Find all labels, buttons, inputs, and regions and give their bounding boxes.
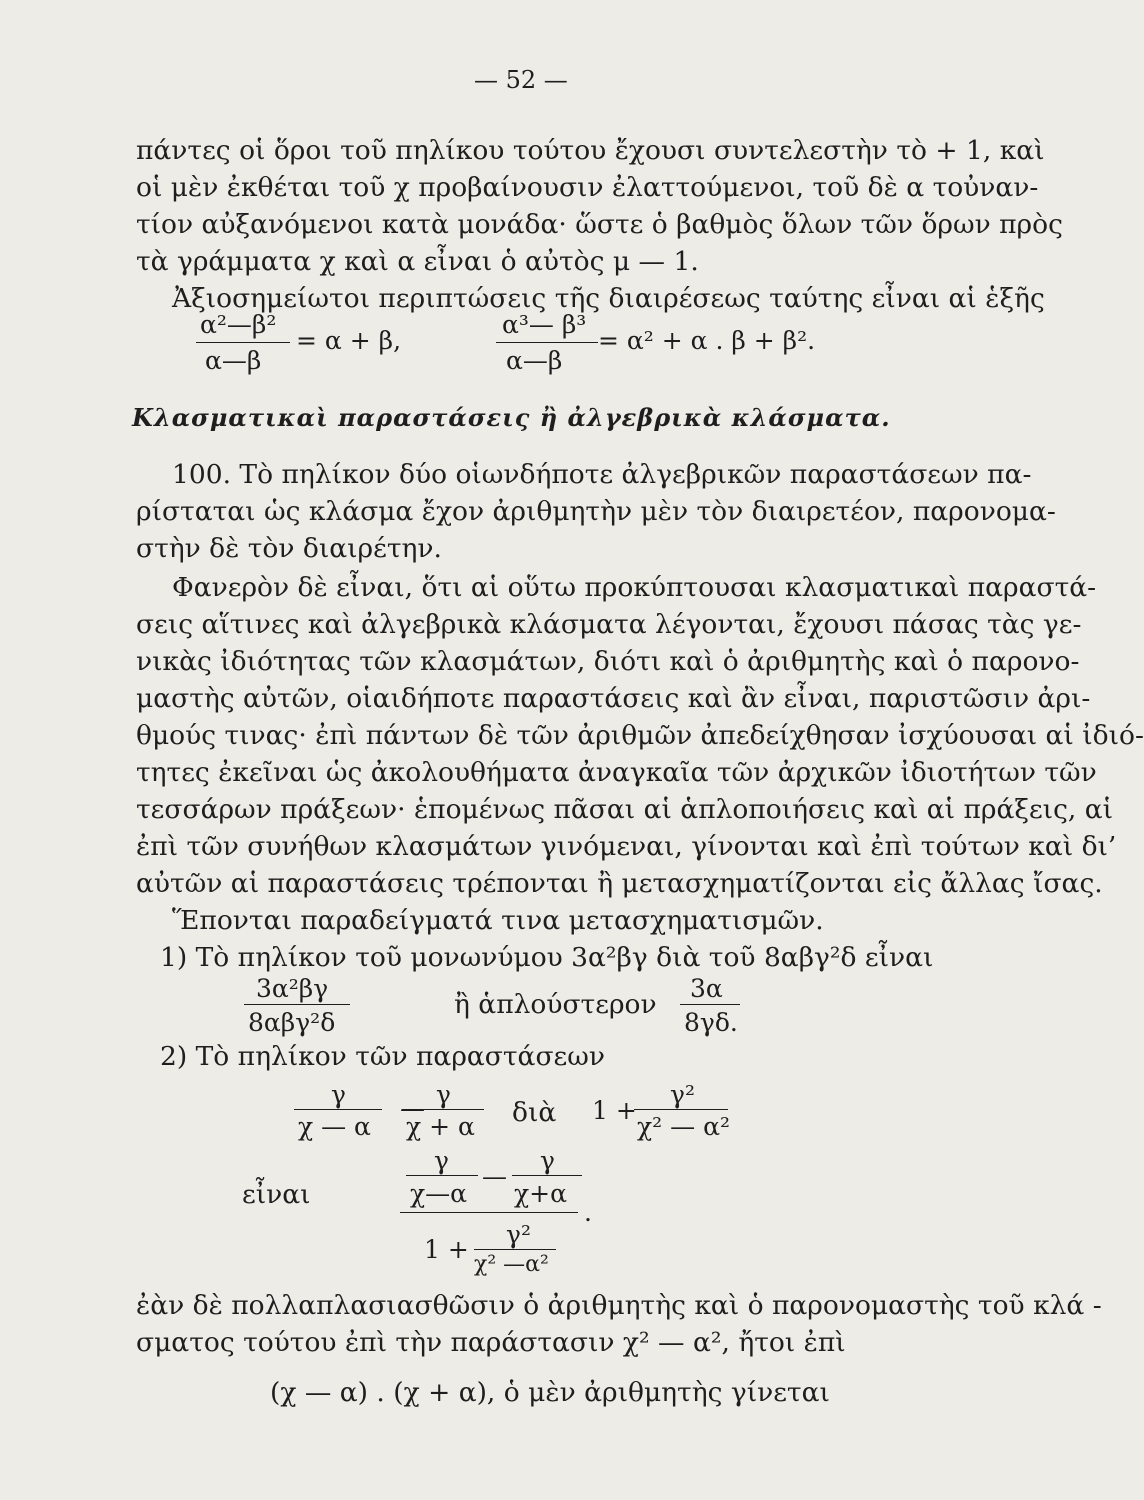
text-line: Ἕπονται παραδείγματά τινα μετασχηματισμῶν.	[172, 905, 824, 936]
formula-numerator: 3α²βγ	[256, 974, 329, 1003]
fraction-bar	[244, 1004, 350, 1005]
text-line: 100. Τὸ πηλίκον δύο οἱωνδήποτε ἀλγεβρικῶν παραστάσεων πα-	[172, 459, 1032, 490]
text-line: στὴν δὲ τὸν διαιρέτην.	[136, 533, 442, 564]
text-line: 1) Τὸ πηλίκον τοῦ μονωνύμου 3α²βγ διὰ τοῦ 8αβγ²δ εἶναι	[160, 942, 934, 973]
fraction-bar	[400, 1212, 578, 1213]
formula-rhs: = α + β,	[296, 326, 402, 355]
text-line: (χ — α) . (χ + α), ὁ μὲν ἀριθμητὴς γίνεται	[270, 1377, 830, 1408]
formula-rhs: = α² + α . β + β².	[598, 326, 816, 355]
fraction-bar	[196, 342, 290, 343]
formula-denominator: χ² — α²	[637, 1112, 730, 1141]
fraction-bar	[634, 1109, 728, 1110]
formula-numerator: 3α	[690, 974, 723, 1003]
text-inline: εἶναι	[242, 1179, 311, 1210]
formula-numerator: γ	[434, 1146, 449, 1175]
formula-end: .	[584, 1198, 592, 1227]
text-line: τίον αὐξανόμενοι κατὰ μονάδα· ὥστε ὁ βαθμὸς ὅλων τῶν ὅρων πρὸς	[136, 209, 1063, 240]
formula-denominator: χ + α	[406, 1112, 475, 1141]
text-line: ἐπὶ τῶν συνήθων κλασμάτων γινόμεναι, γίνονται καὶ ἐπὶ τούτων καὶ δι’	[136, 831, 1117, 862]
text-line: 2) Τὸ πηλίκον τῶν παραστάσεων	[160, 1041, 605, 1072]
fraction-bar	[474, 1249, 556, 1250]
minus-sign: —	[482, 1162, 507, 1191]
text-line: σματος τούτου ἐπὶ τὴν παράστασιν χ² — α², ἤτοι ἐπὶ	[136, 1327, 846, 1358]
fraction-bar	[406, 1175, 478, 1176]
formula-denominator: χ² —α²	[474, 1252, 549, 1277]
formula-numerator: γ²	[506, 1220, 531, 1249]
text-line: οἱ μὲν ἐκθέται τοῦ χ προβαίνουσιν ἐλαττούμενοι, τοῦ δὲ α τοὐναν-	[136, 172, 1039, 203]
fraction-bar	[294, 1109, 382, 1110]
formula-numerator: α²—β²	[200, 310, 277, 339]
formula-numerator: γ²	[670, 1080, 695, 1109]
text-line: μαστὴς αὐτῶν, οἱαιδήποτε παραστάσεις καὶ ἂν εἶναι, παριστῶσιν ἀρι-	[136, 683, 1091, 714]
fraction-bar	[680, 1004, 740, 1005]
text-inline: ἢ ἁπλούστερον	[454, 989, 657, 1020]
formula-denominator: α—β	[205, 346, 262, 375]
text-line: θμούς τινας· ἐπὶ πάντων δὲ τῶν ἀριθμῶν ἀπεδείχθησαν ἰσχύουσαι αἱ ἰδιό-	[136, 720, 1144, 751]
page-number: — 52 —	[474, 66, 568, 94]
text-line: τὰ γράμματα χ καὶ α εἶναι ὁ αὐτὸς μ — 1.	[136, 246, 699, 277]
formula-numerator: α³— β³	[502, 310, 587, 339]
text-line: τεσσάρων πράξεων· ἑπομένως πᾶσαι αἱ ἁπλοποιήσεις καὶ αἱ πράξεις, αἱ	[136, 794, 1114, 825]
formula-denominator: χ — α	[298, 1112, 371, 1141]
formula-numerator: γ	[331, 1080, 346, 1109]
formula-denominator: χ—α	[410, 1179, 468, 1208]
formula-numerator: γ	[436, 1080, 451, 1109]
text-line: ρίσταται ὡς κλάσμα ἔχον ἀριθμητὴν μὲν τὸν διαιρετέον, παρονομα-	[136, 496, 1056, 527]
text-line: πάντες οἱ ὅροι τοῦ πηλίκου τούτου ἔχουσι συντελεστὴν τὸ + 1, καὶ	[136, 135, 1045, 166]
text-line: Φανερὸν δὲ εἶναι, ὅτι αἱ οὕτω προκύπτουσαι κλασματικαὶ παραστά-	[172, 572, 1097, 603]
formula-rhs: 1 +	[424, 1235, 469, 1264]
text-line: ἐὰν δὲ πολλαπλασιασθῶσιν ὁ ἀριθμητὴς καὶ ὁ παρονομαστὴς τοῦ κλά -	[136, 1290, 1102, 1321]
formula-denominator: 8γδ.	[684, 1008, 738, 1037]
formula-denominator: 8αβγ²δ	[248, 1008, 336, 1037]
formula-numerator: γ	[540, 1146, 555, 1175]
fraction-bar	[496, 342, 598, 343]
text-inline: διὰ	[512, 1097, 557, 1128]
text-line: αὐτῶν αἱ παραστάσεις τρέπονται ἢ μετασχηματίζονται εἰς ἄλλας ἴσας.	[136, 868, 1103, 899]
formula-denominator: χ+α	[514, 1179, 567, 1208]
section-heading: Κλασματικαὶ παραστάσεις ἢ ἀλγεβρικὰ κλάσματα.	[132, 403, 891, 432]
text-line: Ἀξιοσημείωτοι περιπτώσεις τῆς διαιρέσεως ταύτης εἶναι αἱ ἑξῆς	[172, 283, 1045, 314]
text-line: τητες ἐκεῖναι ὡς ἀκολουθήματα ἀναγκαῖα τῶν ἀρχικῶν ἰδιοτήτων τῶν	[136, 757, 1097, 788]
fraction-bar	[402, 1109, 484, 1110]
text-line: νικὰς ἰδιότητας τῶν κλασμάτων, διότι καὶ ὁ ἀριθμητὴς καὶ ὁ παρονο-	[136, 646, 1080, 677]
formula-denominator: α—β	[506, 346, 563, 375]
formula-rhs: 1 +	[592, 1096, 637, 1125]
text-line: σεις αἵτινες καὶ ἀλγεβρικὰ κλάσματα λέγονται, ἔχουσι πάσας τὰς γε-	[136, 609, 1082, 640]
fraction-bar	[512, 1175, 582, 1176]
minus-sign: —	[400, 1094, 425, 1123]
